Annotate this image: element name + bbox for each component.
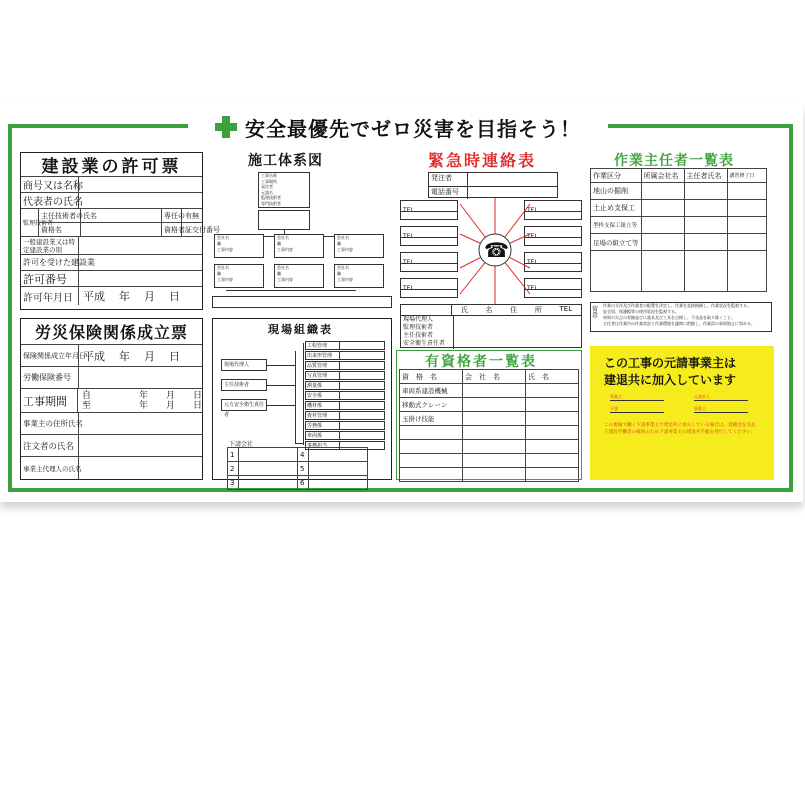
permit-kanri: 監理技術者 (21, 209, 39, 236)
shikakusha-row-crane: 移動式クレーン (400, 398, 463, 412)
kinkyu-denwa: 電話番号 (429, 187, 468, 199)
genba-left-box: 主任技術者 (221, 379, 267, 391)
shikakusha-panel (396, 350, 582, 480)
permit-date-heisei: 平成 (83, 290, 105, 303)
rosai-row-chumon: 注文者の氏名 (21, 435, 79, 456)
kentaikyo-panel (590, 346, 774, 480)
genba-left-box: 現場代理人 (221, 359, 267, 371)
sagyo-row-jiyama: 地山の掘削 (591, 183, 642, 200)
kinkyu-title: 緊急時連絡表 (428, 151, 537, 170)
kinkyu-col-shi: 氏 (460, 306, 468, 314)
kinkyu-col-header (452, 305, 581, 315)
rosai-row-hoken: 労働保険番号 (21, 367, 79, 388)
rosai-panel (20, 318, 203, 480)
seko-title: 施工体系図 (248, 153, 323, 169)
kinkyu-col-ju: 住 (510, 306, 518, 314)
permit-kyoka-date: 許可年月日 (21, 287, 79, 305)
seko-sub-box (214, 264, 264, 288)
permit-title: 建設業の許可票 (41, 157, 182, 177)
seko-sub-label: 工事内容 (337, 247, 353, 252)
kinkyu-people-table (400, 304, 582, 348)
seko-sub-label: 職 (277, 271, 281, 276)
sagyo-row-katawaku: 型枠支保工組立等 (591, 217, 642, 234)
permit-shikaku-no: 資格者証交付番号 (162, 223, 182, 236)
genba-right-box (305, 351, 385, 360)
genba-right-box (305, 371, 385, 380)
seko-sub-label: 会社名 (277, 265, 289, 270)
shita-5: 5 (298, 462, 309, 476)
sagyo-row-ashiba: 足場の組立て等 (591, 234, 642, 251)
kinkyu-col-sho: 所 (534, 306, 542, 314)
sagyo-note-1: 作業の方法及び作業者の配置を決定し、作業を直接指揮し、作業状況を監視する。 (603, 303, 751, 308)
green-cross-icon (215, 116, 237, 138)
seko-top-label-2: 工事場所 (261, 178, 277, 184)
sagyo-notes (590, 302, 772, 332)
genba-right-label: 測量係 (306, 382, 340, 389)
kinkyu-person-anzen: 安全衛生責任者 (403, 340, 446, 347)
genba-right-label: 事務担当 (306, 442, 340, 449)
rosai-from-day: 日 (192, 390, 202, 401)
genba-right-box (305, 391, 385, 400)
kentaikyo-field-1: 事業主 (610, 394, 622, 399)
seko-sub-box (334, 234, 384, 258)
seko-sub-label: 職 (337, 241, 341, 246)
telephone-icon: ☎ (484, 238, 509, 262)
banner-text: 安全最優先でゼロ災害を目指そう！ (245, 116, 581, 141)
permit-date-year: 年 (119, 290, 130, 303)
sagyo-title: 作業主任者一覧表 (614, 153, 734, 169)
genba-right-label: 機材係 (306, 402, 340, 409)
seko-sub-label: 会社名 (337, 265, 349, 270)
permit-kyoka-gyo: 許可を受けた建設業 (21, 255, 79, 270)
sagyo-col-kaisha: 所属会社名 (641, 169, 684, 183)
seko-sub-box (214, 234, 264, 258)
kinkyu-person-dairinin: 現場代理人 (403, 316, 434, 323)
seko-sub-label: 工事内容 (217, 247, 233, 252)
permit-date-month: 月 (144, 290, 155, 303)
sagyo-col-shimei: 主任者氏名 (684, 169, 727, 183)
shita-1: 1 (228, 448, 239, 462)
seko-sub-box (274, 234, 324, 258)
seko-sub-label: 会社名 (337, 235, 349, 240)
seko-sub-label: 工事内容 (217, 277, 233, 282)
kentaikyo-note: この現場で働く下請事業主で建退共に加入している場合は、退職金を支払う建設労働者の確保のため下請事業主の建退共手帳を発行してください。 (604, 423, 756, 435)
sagyo-note-3: 材料の欠点の有無並びに器具及び工具を点検し、不良品を取り除くこと。 (603, 315, 735, 320)
seko-top-label-6: 専門技術者 (261, 200, 281, 206)
seko-sub-label: 工事内容 (277, 247, 293, 252)
genba-right-box (305, 401, 385, 410)
kentaikyo-field-2: 元請負人 (694, 394, 710, 399)
seko-top-label-5: 監理技術者 (261, 195, 281, 200)
genba-shita-table (227, 447, 368, 490)
kinkyu-person-kanri: 監理技術者 (403, 324, 434, 331)
seko-top-box (258, 172, 310, 208)
shikakusha-title: 有資格者一覧表 (425, 354, 537, 370)
seko-sub-label: 工事内容 (277, 277, 293, 282)
rosai-from: 自 (81, 390, 91, 401)
shikakusha-row-sharyo: 車両系建設機械 (400, 384, 463, 398)
seko-sub-label: 職 (277, 241, 281, 246)
kentaikyo-line2: 建退共に加入しています (604, 373, 737, 387)
shikakusha-table (399, 369, 579, 482)
shikakusha-row-tamakake: 玉掛け技能 (400, 412, 463, 426)
shita-3: 3 (228, 476, 239, 490)
kinkyu-hatchusha: 発注者 (429, 173, 468, 186)
rosai-row-seiritsu: 保険関係成立年月日 (21, 345, 79, 366)
permit-ippan: 一般建設業又は特定建設業の別 (21, 237, 79, 254)
kinkyu-col-tel: TEL (559, 305, 573, 313)
rosai-date-day: 日 (169, 349, 180, 363)
sagyo-note-4: 主任者は作業内の作業状況と作業環境を適時に把握し、作業員の事故防止に努める。 (603, 321, 755, 326)
rosai-to: 至 (81, 400, 91, 411)
rosai-title: 労災保険関係成立票 (34, 323, 188, 342)
permit-panel (20, 152, 220, 310)
kinkyu-person-shunin: 主任技術者 (403, 332, 434, 339)
permit-kyoka-no: 許可番号 (21, 271, 79, 286)
genba-right-box (305, 411, 385, 420)
seko-sub-label: 職 (217, 241, 221, 246)
shita-4: 4 (298, 448, 309, 462)
genba-right-label: 労務係 (306, 422, 340, 429)
seko-sub-label: 職 (337, 271, 341, 276)
permit-date-day: 日 (169, 290, 180, 303)
genba-right-box (305, 341, 385, 350)
shikakusha-col-shikaku: 資 格 名 (400, 370, 463, 384)
genba-right-label: 出来形管理 (306, 352, 340, 359)
rosai-to-year: 年 (138, 400, 148, 411)
permit-row-daihyo: 代表者の氏名 (21, 193, 79, 208)
rosai-row-dairinin: 事業主代理人の氏名 (21, 457, 79, 479)
kinkyu-col-mei: 名 (485, 306, 493, 314)
genba-left-box: 元方安全衛生責任者 (221, 399, 267, 411)
kentaikyo-line1: この工事の元請事業主は (604, 356, 737, 370)
seko-sub-label: 職 (217, 271, 221, 276)
permit-row-shogo: 商号又は名称 (21, 177, 79, 192)
genba-shita-title: 下請会社 (229, 441, 254, 448)
safety-signboard (0, 104, 803, 502)
rosai-from-year: 年 (138, 390, 148, 401)
genba-right-label: 品質管理 (306, 362, 340, 369)
seko-sub-box (274, 264, 324, 288)
rosai-to-day: 日 (192, 400, 202, 411)
genba-right-label: 資材管理 (306, 412, 340, 419)
seko-bottom-box (212, 296, 392, 308)
rosai-to-month: 月 (165, 400, 175, 411)
sagyo-note-label: 留意 (592, 306, 599, 319)
banner (188, 110, 608, 144)
genba-right-box (305, 381, 385, 390)
rosai-date-month: 月 (144, 349, 155, 363)
seko-top-label-4: 元請名 (261, 189, 273, 195)
sagyo-col-koshu: 講習修了日 (727, 169, 766, 183)
genba-right-label: 安全係 (306, 392, 340, 399)
seko-top-label-1: 工事名称 (261, 173, 277, 178)
kentaikyo-field-3: 下請 (610, 406, 618, 411)
seko-mid-box (258, 210, 310, 230)
rosai-from-month: 月 (165, 390, 175, 401)
genba-right-box (305, 431, 385, 440)
permit-kanri-name: 主任技術者の氏名 (39, 209, 81, 222)
shikakusha-col-kaisha: 会 社 名 (463, 370, 526, 384)
shikakusha-col-shimei: 氏 名 (526, 370, 579, 384)
seko-sub-box (334, 264, 384, 288)
rosai-date-year: 年 (119, 349, 130, 363)
seko-top-label-3: 発注者 (261, 184, 273, 189)
sagyo-table (590, 168, 767, 292)
seko-sub-label: 工事内容 (337, 277, 353, 282)
permit-shikaku: 資格名 (39, 223, 81, 236)
seko-sub-label: 会社名 (217, 265, 229, 270)
genba-right-label: 写真管理 (306, 372, 340, 379)
genba-right-label: 工程管理 (306, 342, 340, 349)
rosai-row-jigyonushi: 事業主の住所氏名 (21, 413, 79, 434)
sagyo-note-2: 安全帯、保護帽等の使用状況を監視する。 (603, 309, 679, 314)
permit-kanri-sennin: 専任の有無 (162, 209, 182, 222)
kentaikyo-field-4: 事業主 (694, 406, 706, 411)
rosai-date-heisei: 平成 (83, 349, 105, 363)
genba-right-box (305, 361, 385, 370)
shita-2: 2 (228, 462, 239, 476)
shita-6: 6 (298, 476, 309, 490)
sagyo-row-dodome: 土止め支保工 (591, 200, 642, 217)
genba-right-box (305, 421, 385, 430)
seko-sub-label: 会社名 (277, 235, 289, 240)
genba-right-label: 車両係 (306, 432, 340, 439)
genba-title: 現場組織表 (268, 323, 333, 336)
rosai-row-kikan: 工事期間 (21, 389, 78, 412)
genba-panel (212, 318, 392, 487)
sagyo-col-kubun: 作業区分 (591, 169, 642, 183)
seko-sub-label: 会社名 (217, 235, 229, 240)
